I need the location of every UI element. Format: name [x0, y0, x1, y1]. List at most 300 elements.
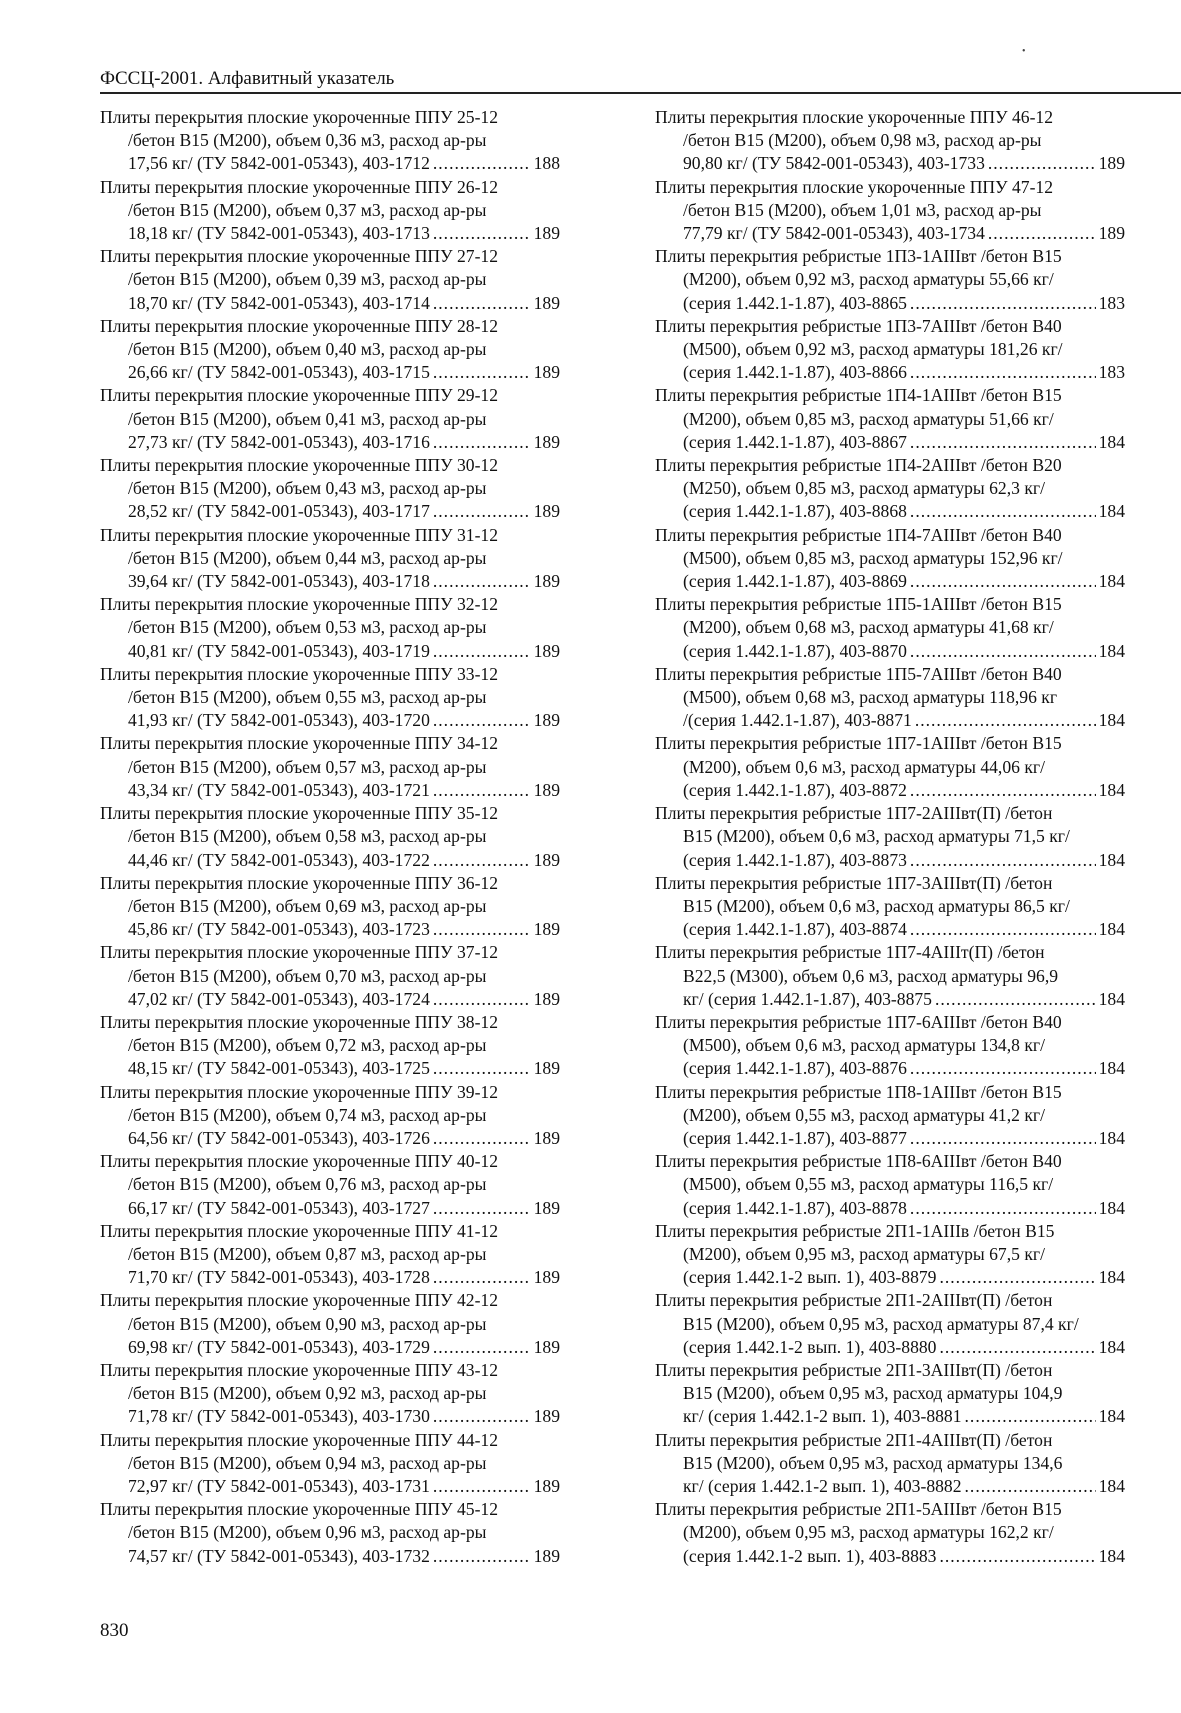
entry-details: /бетон В15 (М200), объем 0,74 м3, расход ар-ры — [128, 1104, 487, 1125]
entry-reference-line — [100, 1475, 560, 1498]
entry-reference-line — [100, 500, 560, 523]
entry-page-number: 184 — [1098, 988, 1125, 1009]
dot-leader — [433, 918, 531, 941]
entry-reference: (серия 1.442.1-2 вып. 1), 403-8883 — [683, 1545, 937, 1566]
entry-reference-line — [655, 500, 1125, 523]
entry-details: В15 (М200), объем 0,6 м3, расход арматуры 86,5 кг/ — [683, 895, 1070, 916]
entry-heading: Плиты перекрытия ребристые 1П5-7АIIIвт /бетон В40 — [655, 663, 1062, 684]
entry-page-number: 183 — [1098, 292, 1125, 313]
index-column-left — [100, 106, 560, 1568]
index-entry — [655, 524, 1125, 594]
entry-details: /бетон В15 (М200), объем 0,55 м3, расход ар-ры — [128, 687, 487, 708]
dot-leader — [433, 640, 531, 663]
dot-leader — [433, 1266, 531, 1289]
entry-reference: 45,86 кг/ (ТУ 5842-001-05343), 403-1723 — [128, 919, 430, 940]
entry-reference-line — [655, 1405, 1125, 1428]
entry-reference-line — [100, 1127, 560, 1150]
entry-page-number: 188 — [533, 153, 560, 174]
entry-heading: Плиты перекрытия плоские укороченные ППУ 25-12 — [100, 107, 499, 127]
index-entry — [100, 245, 560, 315]
entry-reference: 41,93 кг/ (ТУ 5842-001-05343), 403-1720 — [128, 710, 430, 731]
dot-leader — [910, 361, 1096, 384]
entry-heading: Плиты перекрытия ребристые 1П3-1АIIIвт /бетон В15 — [655, 246, 1062, 267]
entry-page-number: 189 — [533, 710, 560, 731]
dot-leader — [965, 1405, 1096, 1428]
entry-page-number: 184 — [1098, 1058, 1125, 1079]
dot-leader — [433, 1405, 531, 1428]
entry-heading: Плиты перекрытия ребристые 2П1-5АIIIвт /бетон В15 — [655, 1499, 1062, 1520]
entry-reference: (серия 1.442.1-1.87), 403-8868 — [683, 501, 907, 522]
entry-reference: 26,66 кг/ (ТУ 5842-001-05343), 403-1715 — [128, 362, 430, 383]
entry-reference-line — [100, 431, 560, 454]
entry-page-number: 189 — [1098, 223, 1125, 244]
entry-details: /бетон В15 (М200), объем 0,70 м3, расход ар-ры — [128, 965, 487, 986]
entry-page-number: 184 — [1098, 919, 1125, 940]
dot-leader — [910, 431, 1096, 454]
index-column-right — [655, 106, 1125, 1568]
entry-reference: (серия 1.442.1-1.87), 403-8870 — [683, 640, 907, 661]
entry-heading: Плиты перекрытия плоские укороченные ППУ 26-12 — [100, 176, 499, 197]
entry-reference-line — [655, 849, 1125, 872]
dot-leader — [433, 1475, 531, 1498]
entry-reference: 72,97 кг/ (ТУ 5842-001-05343), 403-1731 — [128, 1475, 430, 1496]
entry-reference-line — [655, 988, 1125, 1011]
entry-details: /бетон В15 (М200), объем 0,76 м3, расход ар-ры — [128, 1174, 487, 1195]
entry-heading: Плиты перекрытия ребристые 1П7-3АIIIвт(П) /бетон — [655, 872, 1053, 893]
index-entry — [655, 872, 1125, 942]
dot-leader — [939, 1545, 1095, 1568]
entry-heading: Плиты перекрытия плоские укороченные ППУ 39-12 — [100, 1081, 499, 1102]
index-entry — [100, 384, 560, 454]
header-title: ФССЦ-2001. Алфавитный указатель — [100, 68, 395, 89]
entry-heading: Плиты перекрытия плоские укороченные ППУ 34-12 — [100, 733, 499, 754]
dot-leader — [433, 570, 531, 593]
scan-mark: • — [1022, 46, 1026, 57]
index-entry — [655, 802, 1125, 872]
entry-details: /бетон В15 (М200), объем 0,98 м3, расход ар-ры — [683, 130, 1042, 151]
index-entry — [100, 1289, 560, 1359]
entry-details: /бетон В15 (М200), объем 0,39 м3, расход ар-ры — [128, 269, 487, 290]
entry-reference-line — [655, 292, 1125, 315]
dot-leader — [910, 849, 1096, 872]
dot-leader — [910, 292, 1096, 315]
entry-details: (М200), объем 0,92 м3, расход арматуры 55,66 кг/ — [683, 269, 1054, 290]
index-entry — [100, 802, 560, 872]
entry-details: /бетон В15 (М200), объем 0,40 м3, расход ар-ры — [128, 339, 487, 360]
entry-reference: 39,64 кг/ (ТУ 5842-001-05343), 403-1718 — [128, 571, 430, 592]
entry-page-number: 189 — [533, 1545, 560, 1566]
dot-leader — [915, 709, 1096, 732]
index-entry — [655, 176, 1125, 246]
index-entry — [655, 1081, 1125, 1151]
entry-reference-line — [100, 222, 560, 245]
index-entry — [655, 106, 1125, 176]
entry-details: /бетон В15 (М200), объем 0,69 м3, расход ар-ры — [128, 895, 487, 916]
entry-heading: Плиты перекрытия ребристые 1П4-2АIIIвт /бетон В20 — [655, 455, 1062, 476]
entry-reference: /(серия 1.442.1-1.87), 403-8871 — [683, 710, 912, 731]
entry-details: /бетон В15 (М200), объем 0,94 м3, расход ар-ры — [128, 1452, 487, 1473]
dot-leader — [433, 292, 531, 315]
entry-page-number: 189 — [533, 1336, 560, 1357]
index-entry — [655, 732, 1125, 802]
header-rule — [100, 92, 1181, 94]
entry-page-number: 184 — [1098, 1336, 1125, 1357]
entry-reference-line — [655, 918, 1125, 941]
entry-reference: 77,79 кг/ (ТУ 5842-001-05343), 403-1734 — [683, 223, 985, 244]
entry-page-number: 189 — [533, 919, 560, 940]
entry-page-number: 189 — [533, 1475, 560, 1496]
dot-leader — [433, 361, 531, 384]
entry-page-number: 189 — [533, 571, 560, 592]
entry-page-number: 184 — [1098, 1127, 1125, 1148]
dot-leader — [433, 500, 531, 523]
entry-heading: Плиты перекрытия плоские укороченные ППУ 27-12 — [100, 246, 499, 267]
entry-details: (М200), объем 0,85 м3, расход арматуры 51,66 кг/ — [683, 408, 1054, 429]
entry-reference-line — [655, 570, 1125, 593]
entry-reference-line — [655, 1475, 1125, 1498]
entry-reference: 43,34 кг/ (ТУ 5842-001-05343), 403-1721 — [128, 779, 430, 800]
entry-page-number: 184 — [1098, 710, 1125, 731]
entry-heading: Плиты перекрытия плоские укороченные ППУ 42-12 — [100, 1290, 499, 1311]
entry-page-number: 189 — [533, 1127, 560, 1148]
dot-leader — [433, 1197, 531, 1220]
entry-heading: Плиты перекрытия ребристые 1П8-1АIIIвт /бетон В15 — [655, 1081, 1062, 1102]
entry-reference-line — [100, 1336, 560, 1359]
entry-reference-line — [100, 849, 560, 872]
entry-page-number: 189 — [533, 640, 560, 661]
entry-page-number: 189 — [533, 1197, 560, 1218]
entry-heading: Плиты перекрытия ребристые 2П1-3АIIIвт(П) /бетон — [655, 1359, 1053, 1380]
dot-leader — [910, 570, 1096, 593]
entry-heading: Плиты перекрытия плоские укороченные ППУ 28-12 — [100, 315, 499, 336]
entry-reference: (серия 1.442.1-1.87), 403-8867 — [683, 431, 907, 452]
dot-leader — [910, 779, 1096, 802]
entry-page-number: 189 — [533, 501, 560, 522]
dot-leader — [433, 1545, 531, 1568]
dot-leader — [910, 640, 1096, 663]
entry-heading: Плиты перекрытия плоские укороченные ППУ 40-12 — [100, 1151, 499, 1172]
entry-reference: 17,56 кг/ (ТУ 5842-001-05343), 403-1712 — [128, 153, 430, 174]
entry-details: (М500), объем 0,68 м3, расход арматуры 118,96 кг — [683, 687, 1058, 708]
dot-leader — [433, 1336, 531, 1359]
entry-details: /бетон В15 (М200), объем 0,53 м3, расход ар-ры — [128, 617, 487, 638]
entry-heading: Плиты перекрытия ребристые 2П1-2АIIIвт(П) /бетон — [655, 1290, 1053, 1311]
entry-reference-line — [100, 988, 560, 1011]
index-entry — [655, 454, 1125, 524]
dot-leader — [433, 431, 531, 454]
entry-heading: Плиты перекрытия плоские укороченные ППУ 33-12 — [100, 663, 499, 684]
index-entry — [655, 1289, 1125, 1359]
entry-page-number: 184 — [1098, 431, 1125, 452]
dot-leader — [433, 988, 531, 1011]
entry-page-number: 189 — [533, 223, 560, 244]
entry-heading: Плиты перекрытия плоские укороченные ППУ 45-12 — [100, 1499, 499, 1520]
index-entry — [655, 1359, 1125, 1429]
index-entry — [100, 1220, 560, 1290]
entry-page-number: 184 — [1098, 1197, 1125, 1218]
entry-details: /бетон В15 (М200), объем 0,58 м3, расход ар-ры — [128, 826, 487, 847]
entry-heading: Плиты перекрытия плоские укороченные ППУ 41-12 — [100, 1220, 499, 1241]
entry-reference-line — [655, 1266, 1125, 1289]
entry-reference-line — [655, 709, 1125, 732]
entry-reference: 69,98 кг/ (ТУ 5842-001-05343), 403-1729 — [128, 1336, 430, 1357]
entry-details: В22,5 (М300), объем 0,6 м3, расход арматуры 96,9 — [683, 965, 1059, 986]
dot-leader — [910, 1057, 1096, 1080]
entry-page-number: 189 — [1098, 153, 1125, 174]
index-entry — [100, 454, 560, 524]
dot-leader — [910, 500, 1096, 523]
entry-reference: (серия 1.442.1-1.87), 403-8877 — [683, 1127, 907, 1148]
entry-heading: Плиты перекрытия ребристые 1П3-7АIIIвт /бетон В40 — [655, 315, 1062, 336]
entry-page-number: 189 — [533, 849, 560, 870]
entry-heading: Плиты перекрытия ребристые 1П5-1АIIIвт /бетон В15 — [655, 594, 1062, 615]
entry-page-number: 184 — [1098, 1267, 1125, 1288]
entry-heading: Плиты перекрытия ребристые 1П4-7АIIIвт /бетон В40 — [655, 524, 1062, 545]
entry-page-number: 183 — [1098, 362, 1125, 383]
entry-reference: 44,46 кг/ (ТУ 5842-001-05343), 403-1722 — [128, 849, 430, 870]
entry-heading: Плиты перекрытия плоские укороченные ППУ 29-12 — [100, 385, 499, 406]
entry-reference: 48,15 кг/ (ТУ 5842-001-05343), 403-1725 — [128, 1058, 430, 1079]
entry-reference: кг/ (серия 1.442.1-1.87), 403-8875 — [683, 988, 932, 1009]
entry-page-number: 184 — [1098, 779, 1125, 800]
entry-page-number: 189 — [533, 292, 560, 313]
entry-details: /бетон В15 (М200), объем 0,92 м3, расход ар-ры — [128, 1383, 487, 1404]
page-header — [100, 68, 1181, 90]
entry-details: (М500), объем 0,6 м3, расход арматуры 134,8 кг/ — [683, 1035, 1045, 1056]
entry-reference: 40,81 кг/ (ТУ 5842-001-05343), 403-1719 — [128, 640, 430, 661]
index-entry — [100, 106, 560, 176]
entry-heading: Плиты перекрытия плоские укороченные ППУ 38-12 — [100, 1011, 499, 1032]
index-entry — [100, 176, 560, 246]
entry-reference-line — [100, 1405, 560, 1428]
entry-reference-line — [655, 152, 1125, 175]
entry-details: (М500), объем 0,92 м3, расход арматуры 181,26 кг/ — [683, 339, 1063, 360]
entry-heading: Плиты перекрытия ребристые 2П1-1АIIIв /бетон В15 — [655, 1220, 1055, 1241]
index-entry — [100, 524, 560, 594]
entry-page-number: 189 — [533, 362, 560, 383]
entry-details: /бетон В15 (М200), объем 0,72 м3, расход ар-ры — [128, 1035, 487, 1056]
entry-reference: 74,57 кг/ (ТУ 5842-001-05343), 403-1732 — [128, 1545, 430, 1566]
entry-reference-line — [655, 1197, 1125, 1220]
entry-heading: Плиты перекрытия ребристые 1П7-1АIIIвт /бетон В15 — [655, 733, 1062, 754]
index-entry — [100, 593, 560, 663]
dot-leader — [433, 1127, 531, 1150]
entry-reference-line — [655, 1336, 1125, 1359]
entry-details: В15 (М200), объем 0,6 м3, расход арматуры 71,5 кг/ — [683, 826, 1070, 847]
entry-reference-line — [100, 292, 560, 315]
entry-reference: (серия 1.442.1-1.87), 403-8866 — [683, 362, 907, 383]
entry-details: (М200), объем 0,95 м3, расход арматуры 162,2 кг/ — [683, 1522, 1054, 1543]
entry-reference-line — [655, 640, 1125, 663]
entry-page-number: 184 — [1098, 501, 1125, 522]
index-entry — [655, 245, 1125, 315]
entry-details: /бетон В15 (М200), объем 1,01 м3, расход ар-ры — [683, 199, 1042, 220]
entry-heading: Плиты перекрытия плоские укороченные ППУ 47-12 — [655, 176, 1054, 197]
entry-reference: 28,52 кг/ (ТУ 5842-001-05343), 403-1717 — [128, 501, 430, 522]
entry-heading: Плиты перекрытия плоские укороченные ППУ 30-12 — [100, 455, 499, 476]
index-entry — [100, 1011, 560, 1081]
entry-reference: 64,56 кг/ (ТУ 5842-001-05343), 403-1726 — [128, 1127, 430, 1148]
entry-heading: Плиты перекрытия плоские укороченные ППУ 46-12 — [655, 107, 1054, 127]
entry-reference: (серия 1.442.1-1.87), 403-8873 — [683, 849, 907, 870]
index-entry — [655, 1498, 1125, 1568]
entry-reference-line — [655, 779, 1125, 802]
index-entry — [100, 315, 560, 385]
entry-heading: Плиты перекрытия плоские укороченные ППУ 44-12 — [100, 1429, 499, 1450]
entry-reference-line — [100, 640, 560, 663]
dot-leader — [910, 1197, 1096, 1220]
entry-reference: (серия 1.442.1-2 вып. 1), 403-8880 — [683, 1336, 937, 1357]
index-entry — [100, 732, 560, 802]
entry-details: /бетон В15 (М200), объем 0,44 м3, расход ар-ры — [128, 547, 487, 568]
index-entry — [655, 1011, 1125, 1081]
entry-details: /бетон В15 (М200), объем 0,36 м3, расход ар-ры — [128, 130, 487, 151]
index-entry — [655, 663, 1125, 733]
dot-leader — [433, 222, 531, 245]
entry-reference: 27,73 кг/ (ТУ 5842-001-05343), 403-1716 — [128, 431, 430, 452]
entry-reference: 66,17 кг/ (ТУ 5842-001-05343), 403-1727 — [128, 1197, 430, 1218]
entry-reference-line — [655, 1545, 1125, 1568]
entry-reference-line — [655, 222, 1125, 245]
entry-details: /бетон В15 (М200), объем 0,90 м3, расход ар-ры — [128, 1313, 487, 1334]
dot-leader — [939, 1336, 1095, 1359]
entry-heading: Плиты перекрытия плоские укороченные ППУ 31-12 — [100, 524, 499, 545]
index-entry — [100, 872, 560, 942]
dot-leader — [433, 779, 531, 802]
index-entry — [100, 1081, 560, 1151]
entry-reference: 18,18 кг/ (ТУ 5842-001-05343), 403-1713 — [128, 223, 430, 244]
entry-details: (М250), объем 0,85 м3, расход арматуры 62,3 кг/ — [683, 478, 1045, 499]
dot-leader — [939, 1266, 1095, 1289]
entry-reference-line — [655, 431, 1125, 454]
entry-reference: 18,70 кг/ (ТУ 5842-001-05343), 403-1714 — [128, 292, 430, 313]
entry-reference-line — [100, 361, 560, 384]
entry-details: (М500), объем 0,85 м3, расход арматуры 152,96 кг/ — [683, 547, 1063, 568]
entry-reference: 71,70 кг/ (ТУ 5842-001-05343), 403-1728 — [128, 1267, 430, 1288]
index-entry — [100, 1498, 560, 1568]
entry-reference-line — [655, 361, 1125, 384]
entry-heading: Плиты перекрытия плоские укороченные ППУ 36-12 — [100, 872, 499, 893]
entry-reference-line — [100, 1545, 560, 1568]
index-entry — [655, 1220, 1125, 1290]
entry-reference: 90,80 кг/ (ТУ 5842-001-05343), 403-1733 — [683, 153, 985, 174]
entry-details: В15 (М200), объем 0,95 м3, расход арматуры 104,9 — [683, 1383, 1063, 1404]
entry-page-number: 184 — [1098, 1545, 1125, 1566]
entry-heading: Плиты перекрытия ребристые 1П7-2АIIIвт(П) /бетон — [655, 803, 1053, 824]
dot-leader — [433, 849, 531, 872]
entry-reference: кг/ (серия 1.442.1-2 вып. 1), 403-8881 — [683, 1406, 962, 1427]
entry-reference-line — [100, 1197, 560, 1220]
entry-reference: (серия 1.442.1-1.87), 403-8878 — [683, 1197, 907, 1218]
dot-leader — [988, 222, 1096, 245]
entry-details: /бетон В15 (М200), объем 0,41 м3, расход ар-ры — [128, 408, 487, 429]
entry-details: /бетон В15 (М200), объем 0,57 м3, расход ар-ры — [128, 756, 487, 777]
entry-reference-line — [655, 1127, 1125, 1150]
entry-details: В15 (М200), объем 0,95 м3, расход арматуры 134,6 — [683, 1452, 1063, 1473]
entry-reference-line — [100, 779, 560, 802]
entry-reference-line — [100, 918, 560, 941]
entry-heading: Плиты перекрытия ребристые 2П1-4АIIIвт(П) /бетон — [655, 1429, 1053, 1450]
entry-reference: (серия 1.442.1-1.87), 403-8876 — [683, 1058, 907, 1079]
index-entry — [100, 1150, 560, 1220]
dot-leader — [433, 709, 531, 732]
entry-details: (М200), объем 0,55 м3, расход арматуры 41,2 кг/ — [683, 1104, 1045, 1125]
entry-page-number: 184 — [1098, 1406, 1125, 1427]
entry-heading: Плиты перекрытия ребристые 1П8-6АIIIвт /бетон В40 — [655, 1151, 1062, 1172]
entry-reference-line — [100, 152, 560, 175]
entry-reference-line — [100, 570, 560, 593]
dot-leader — [433, 152, 531, 175]
entry-page-number: 184 — [1098, 571, 1125, 592]
index-entry — [655, 941, 1125, 1011]
index-entry — [655, 1150, 1125, 1220]
entry-page-number: 189 — [533, 431, 560, 452]
dot-leader — [433, 1057, 531, 1080]
entry-page-number: 189 — [533, 1267, 560, 1288]
dot-leader — [910, 918, 1096, 941]
dot-leader — [910, 1127, 1096, 1150]
entry-heading: Плиты перекрытия ребристые 1П7-6АIIIвт /бетон В40 — [655, 1011, 1062, 1032]
dot-leader — [935, 988, 1096, 1011]
entry-page-number: 184 — [1098, 1475, 1125, 1496]
entry-page-number: 189 — [533, 1406, 560, 1427]
entry-reference-line — [100, 709, 560, 732]
entry-heading: Плиты перекрытия ребристые 1П4-1АIIIвт /бетон В15 — [655, 385, 1062, 406]
index-entry — [100, 1359, 560, 1429]
entry-heading: Плиты перекрытия ребристые 1П7-4АIIIт(П) /бетон — [655, 942, 1045, 963]
entry-details: /бетон В15 (М200), объем 0,87 м3, расход ар-ры — [128, 1243, 487, 1264]
entry-page-number: 184 — [1098, 640, 1125, 661]
entry-details: В15 (М200), объем 0,95 м3, расход арматуры 87,4 кг/ — [683, 1313, 1079, 1334]
entry-reference: кг/ (серия 1.442.1-2 вып. 1), 403-8882 — [683, 1475, 962, 1496]
index-entry — [655, 1429, 1125, 1499]
index-entry — [655, 315, 1125, 385]
entry-reference-line — [100, 1057, 560, 1080]
entry-reference: (серия 1.442.1-1.87), 403-8865 — [683, 292, 907, 313]
entry-details: (М200), объем 0,6 м3, расход арматуры 44,06 кг/ — [683, 756, 1045, 777]
entry-reference-line — [100, 1266, 560, 1289]
entry-details: (М200), объем 0,95 м3, расход арматуры 67,5 кг/ — [683, 1243, 1045, 1264]
entry-reference: (серия 1.442.1-1.87), 403-8874 — [683, 919, 907, 940]
entry-reference: 47,02 кг/ (ТУ 5842-001-05343), 403-1724 — [128, 988, 430, 1009]
index-entry — [100, 1429, 560, 1499]
entry-details: /бетон В15 (М200), объем 0,37 м3, расход ар-ры — [128, 199, 487, 220]
index-entry — [100, 941, 560, 1011]
entry-reference: 71,78 кг/ (ТУ 5842-001-05343), 403-1730 — [128, 1406, 430, 1427]
entry-details: (М200), объем 0,68 м3, расход арматуры 41,68 кг/ — [683, 617, 1054, 638]
entry-heading: Плиты перекрытия плоские укороченные ППУ 43-12 — [100, 1359, 499, 1380]
entry-reference: (серия 1.442.1-1.87), 403-8869 — [683, 571, 907, 592]
entry-page-number: 184 — [1098, 849, 1125, 870]
dot-leader — [988, 152, 1096, 175]
index-entry — [655, 384, 1125, 454]
entry-details: (М500), объем 0,55 м3, расход арматуры 116,5 кг/ — [683, 1174, 1054, 1195]
entry-heading: Плиты перекрытия плоские укороченные ППУ 32-12 — [100, 594, 499, 615]
entry-details: /бетон В15 (М200), объем 0,43 м3, расход ар-ры — [128, 478, 487, 499]
entry-heading: Плиты перекрытия плоские укороченные ППУ 37-12 — [100, 942, 499, 963]
page-number: 830 — [100, 1620, 129, 1641]
entry-reference: (серия 1.442.1-2 вып. 1), 403-8879 — [683, 1267, 937, 1288]
entry-reference: (серия 1.442.1-1.87), 403-8872 — [683, 779, 907, 800]
entry-reference-line — [655, 1057, 1125, 1080]
entry-details: /бетон В15 (М200), объем 0,96 м3, расход ар-ры — [128, 1522, 487, 1543]
dot-leader — [965, 1475, 1096, 1498]
entry-page-number: 189 — [533, 1058, 560, 1079]
index-entry — [100, 663, 560, 733]
entry-heading: Плиты перекрытия плоские укороченные ППУ 35-12 — [100, 803, 499, 824]
entry-page-number: 189 — [533, 988, 560, 1009]
entry-page-number: 189 — [533, 779, 560, 800]
